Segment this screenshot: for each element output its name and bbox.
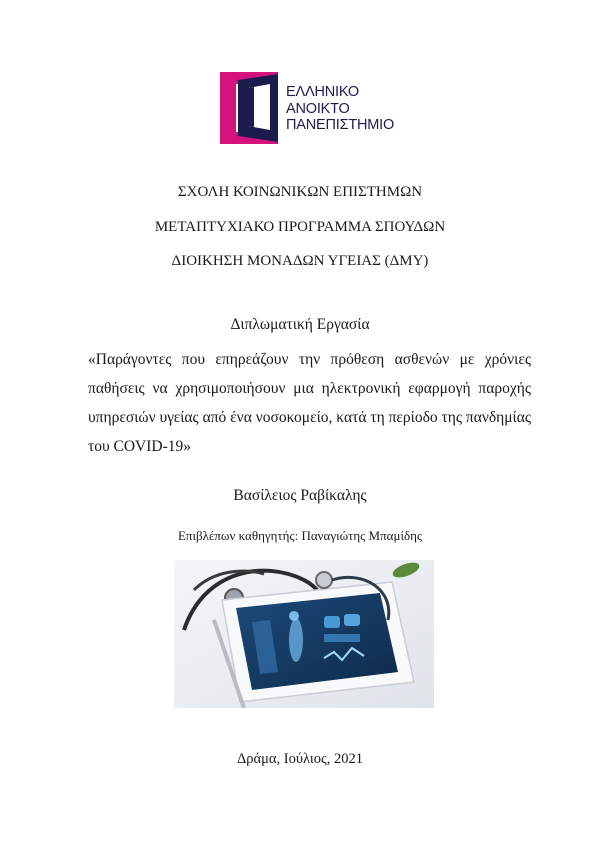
- university-logo: [218, 70, 418, 146]
- logo-line-2: ΑΝΟΙΚΤΟ: [286, 100, 350, 117]
- program-heading: ΜΕΤΑΠΤΥΧΙΑΚΟ ΠΡΟΓΡΑΜΜΑ ΣΠΟΥΔΩΝ: [154, 219, 446, 235]
- medical-tablet-illustration: [174, 560, 434, 708]
- department-heading: ΔΙΟΙΚΗΣΗ ΜΟΝΑΔΩΝ ΥΓΕΙΑΣ (ΔΜΥ): [171, 253, 429, 269]
- place-date: Δράμα, Ιούλιος, 2021: [236, 751, 364, 767]
- logo-line-3: ΠΑΝΕΠΙΣΤΗΜΙΟ: [286, 117, 395, 133]
- author-name: Βασίλειος Ραβίκαλης: [233, 487, 367, 504]
- supervisor-line: Επιβλέπων καθηγητής: Παναγιώτης Μπαμίδης: [177, 528, 423, 543]
- thesis-title: «Παράγοντες που επηρεάζουν την πρόθεση ασθενών με χρόνιες παθήσεις να χρησιμοποιήσουν μια ηλεκτρονική εφαρμογή παροχής υπηρεσιών υγείας από ένα νοσοκομείο, κατά τη περίοδο της πανδημίας του COVID-19»: [88, 351, 531, 455]
- thesis-label: Διπλωματική Εργασία: [230, 316, 370, 333]
- logo-line-1: ΕΛΛΗΝΙΚΟ: [286, 84, 359, 100]
- logo-mark-icon: [218, 70, 284, 146]
- logo-text: [286, 84, 394, 134]
- tablet-stethoscope-image: [174, 560, 434, 708]
- school-heading: ΣΧΟΛΗ ΚΟΙΝΩΝΙΚΩΝ ΕΠΙΣΤΗΜΩΝ: [177, 184, 423, 200]
